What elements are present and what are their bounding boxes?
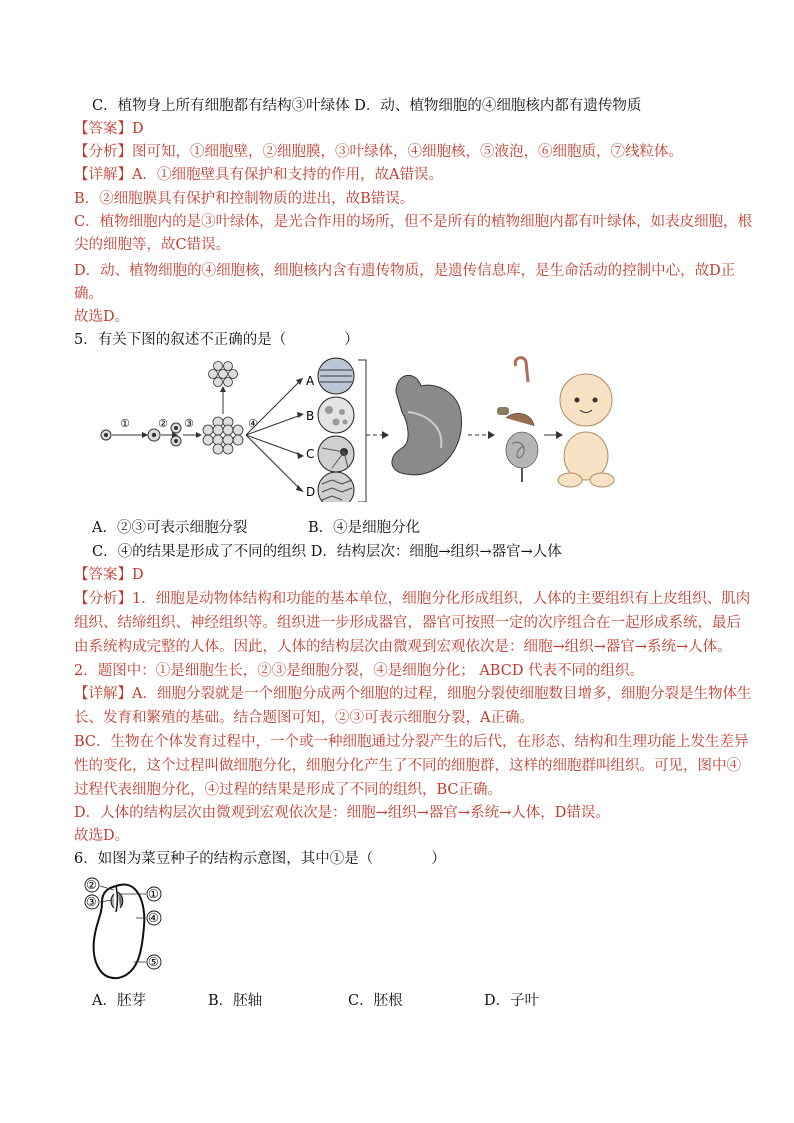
q5-option-a: A．②③可表示细胞分裂 xyxy=(92,520,248,536)
answer-label: 【答案】 xyxy=(74,567,132,583)
grown-cell xyxy=(148,429,160,441)
q6-option-d: D．子叶 xyxy=(484,993,540,1009)
analysis-text: 图可知，①细胞壁，②细胞膜，③叶绿体，④细胞核，⑤液泡，⑥细胞质，⑦线粒体。 xyxy=(132,144,683,160)
q5-detail-bc3: 过程代表细胞分化，④过程的结果是形成了不同的组织，BC正确。 xyxy=(74,782,503,798)
q5-detail-a1 xyxy=(74,682,751,706)
q4-answer xyxy=(74,117,144,141)
digestive-system xyxy=(497,358,538,482)
q5-conclusion: 故选D。 xyxy=(74,828,130,844)
q5-option-b: B．④是细胞分化 xyxy=(308,520,421,536)
q4-option-cd: C．植物身上所有细胞都有结构③叶绿体 D．动、植物细胞的④细胞核内都有遗传物质 xyxy=(92,98,642,114)
q4-detail-b: B．②细胞膜具有保护和控制物质的进出，故B错误。 xyxy=(74,191,415,207)
stomach-organ xyxy=(392,375,462,474)
q5-analysis-1c: 由系统构成完整的人体。因此，人体的结构层次由微观到宏观依次是：细胞→组织→器官→系统→人体。 xyxy=(74,639,732,655)
seed-label-5: ⑤ xyxy=(148,955,159,969)
step-label-2: ② xyxy=(158,417,168,430)
tissue-label-d: D xyxy=(306,485,316,499)
q4-analysis xyxy=(74,140,683,164)
human-baby xyxy=(558,374,614,487)
q6-seed-figure xyxy=(80,874,190,986)
q5-option-cd: C．④的结果是形成了不同的组织 D．结构层次：细胞→组织→器官→人体 xyxy=(92,544,562,560)
step-label-3: ③ xyxy=(184,417,194,430)
answer-value: D xyxy=(132,567,144,583)
q5-analysis-2: 2．题图中：①是细胞生长，②③是细胞分裂，④是细胞分化； ABCD 代表不同的组织。 xyxy=(74,663,645,679)
cell-cluster-top xyxy=(209,362,238,387)
q5-figure xyxy=(96,352,616,502)
q6-option-c: C．胚根 xyxy=(348,993,403,1009)
tissue-label-a: A xyxy=(306,374,315,388)
tissue-label-c: C xyxy=(306,447,315,461)
tissue-a xyxy=(318,358,354,394)
seed-label-3: ③ xyxy=(86,895,97,909)
single-cell xyxy=(101,430,111,440)
detail-label: 【详解】 xyxy=(74,686,132,702)
tissue-c xyxy=(318,436,354,472)
q6-option-b: B．胚轴 xyxy=(208,993,263,1009)
analysis-label: 【分析】 xyxy=(74,591,132,607)
tissue-b xyxy=(318,397,354,433)
q4-detail-c-1: C．植物细胞内的是③叶绿体，是光合作用的场所，但不是所有的植物细胞内都有叶绿体，如表皮细胞，根 xyxy=(74,214,753,230)
detail-text: A．①细胞壁具有保护和支持的作用，故A错误。 xyxy=(132,167,443,183)
q6-option-a: A．胚芽 xyxy=(92,993,146,1009)
seed-label-4: ④ xyxy=(148,911,159,925)
q5-detail-d: D．人体的结构层次由微观到宏观依次是：细胞→组织→器官→系统→人体，D错误。 xyxy=(74,805,610,821)
analysis-text: 1．细胞是动物体结构和功能的基本单位，细胞分化形成组织，人体的主要组织有上皮组织、肌肉 xyxy=(132,591,751,607)
q4-detail-d-2: 确。 xyxy=(74,286,103,302)
q4-detail-a xyxy=(74,163,443,187)
q6-stem: 6．如图为菜豆种子的结构示意图，其中①是（ ） xyxy=(74,851,446,867)
step-label-4: ④ xyxy=(248,417,258,430)
analysis-label: 【分析】 xyxy=(74,144,132,160)
q5-detail-bc2: 性的变化，这个过程叫做细胞分化，细胞分化产生了不同的细胞群，这样的细胞群叫组织。可见，图中④ xyxy=(74,758,741,774)
q5-answer xyxy=(74,563,144,587)
q5-detail-bc1: BC．生物在个体发育过程中，一个或一种细胞通过分裂产生的后代，在形态、结构和生理功能上发生差异 xyxy=(74,734,749,750)
q4-conclusion: 故选D。 xyxy=(74,309,130,325)
differentiation-arrows xyxy=(246,380,301,490)
seed-label-2: ② xyxy=(86,878,97,892)
q4-detail-d-1: D．动、植物细胞的④细胞核，细胞核内含有遗传物质，是遗传信息库，是生命活动的控制中心，故D正 xyxy=(74,263,736,279)
q5-analysis-1a xyxy=(74,587,750,611)
q5-stem: 5．有关下图的叙述不正确的是（ ） xyxy=(74,332,359,348)
q4-detail-c-2: 尖的细胞等，故C错误。 xyxy=(74,237,231,253)
answer-value: D xyxy=(132,121,144,137)
q5-analysis-1b: 组织、结缔组织、神经组织等。组织进一步形成器官，器官可按照一定的次序组合在一起形成系统，最后 xyxy=(74,615,741,631)
answer-label: 【答案】 xyxy=(74,121,132,137)
q5-detail-a2: 长、发育和繁殖的基础。结合题图可知，②③可表示细胞分裂，A正确。 xyxy=(74,710,534,726)
detail-text: A．细胞分裂就是一个细胞分成两个细胞的过程，细胞分裂使细胞数目增多，细胞分裂是生物体生 xyxy=(132,686,752,702)
step-label-1: ① xyxy=(120,417,130,430)
tissue-d xyxy=(318,472,354,502)
seed-label-1: ① xyxy=(148,887,159,901)
cell-cluster xyxy=(203,417,243,454)
detail-label: 【详解】 xyxy=(74,167,132,183)
tissue-label-b: B xyxy=(306,409,315,423)
